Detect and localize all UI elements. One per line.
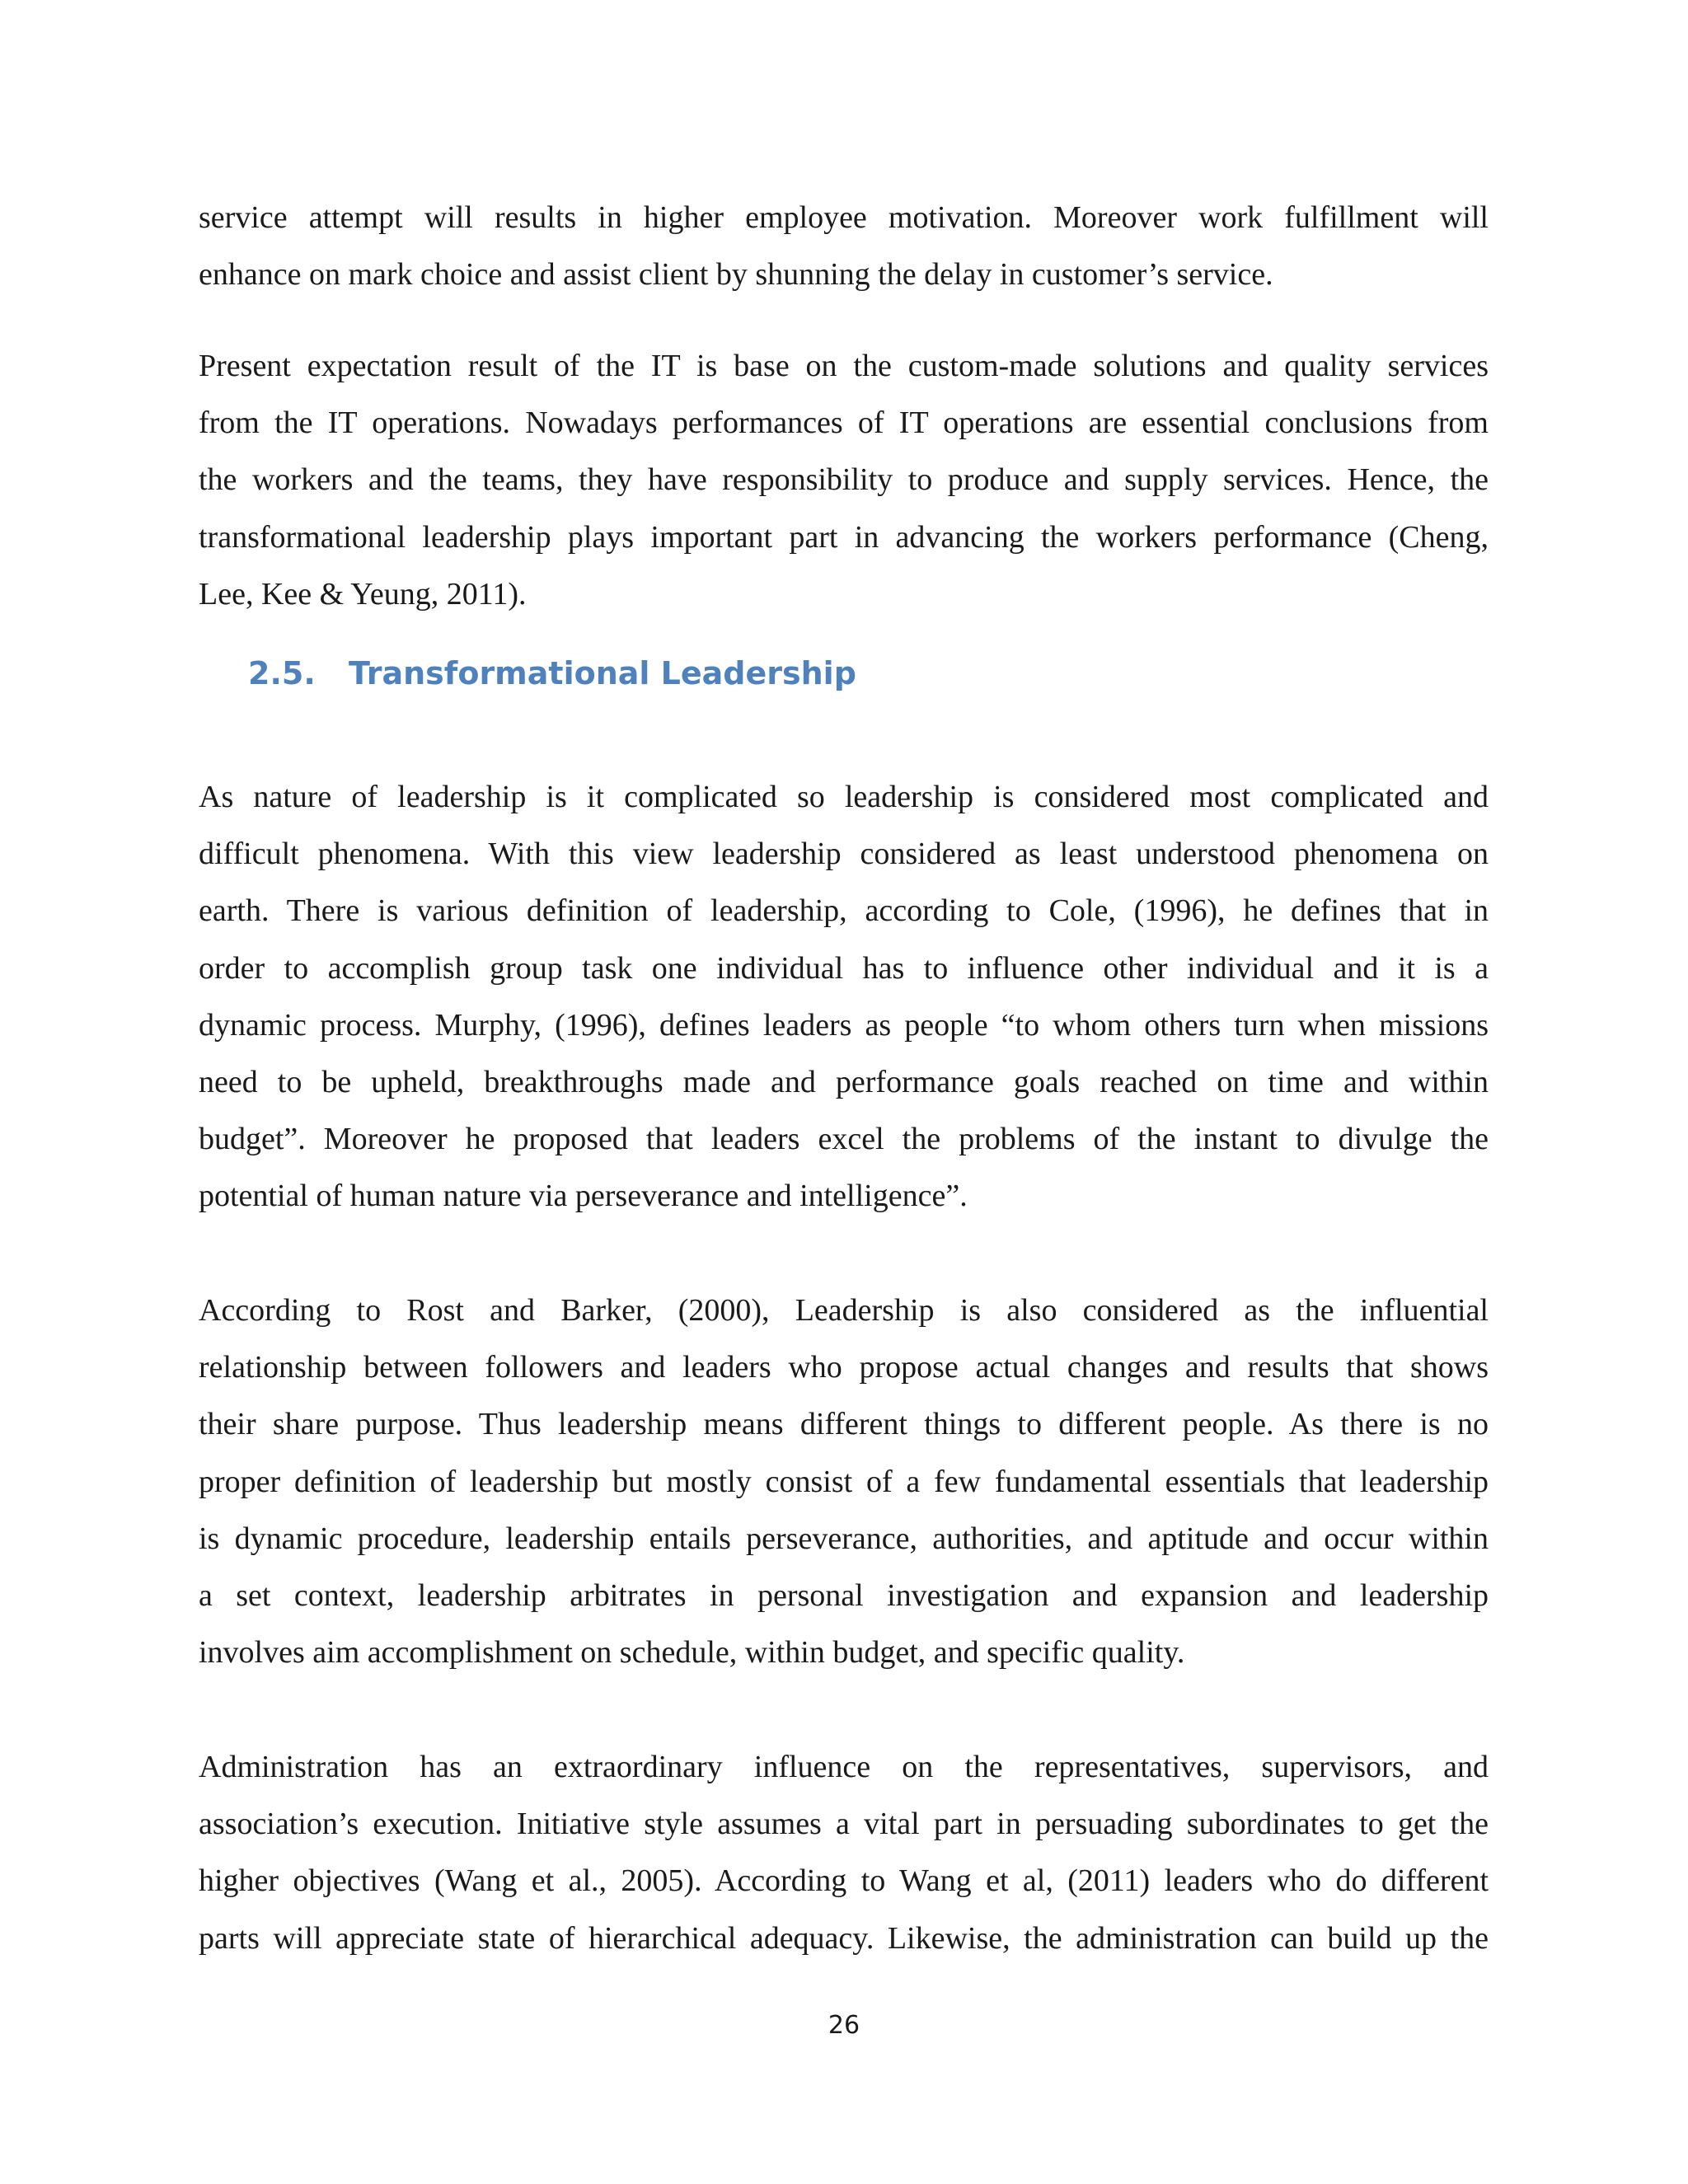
paragraph-1 (199, 190, 1489, 303)
paragraph-3 (199, 769, 1489, 1226)
paragraph-2 (199, 338, 1489, 623)
paragraph-line: need to be upheld, breakthroughs made and performance goals reached on time and within (199, 1064, 1489, 1099)
paragraph-5 (199, 1739, 1489, 1967)
paragraph-line: Present expectation result of the IT is base on the custom-made solutions and quality services (199, 349, 1489, 383)
page-number: 26 (828, 2011, 860, 2040)
paragraph-line: involves aim accomplishment on schedule, within budget, and specific quality. (199, 1635, 1185, 1671)
paragraph-line: from the IT operations. Nowadays performances of IT operations are essential conclusions from (199, 405, 1489, 441)
section-title: Transformational Leadership (349, 655, 856, 691)
paragraph-line: the workers and the teams, they have responsibility to produce and supply services. Hence, the (199, 462, 1489, 498)
paragraph-line: is dynamic procedure, leadership entails perseverance, authorities, and aptitude and occur within (199, 1521, 1489, 1556)
section-heading (248, 655, 856, 691)
section-number: 2.5. (248, 655, 316, 691)
paragraph-line: Lee, Kee & Yeung, 2011). (199, 576, 527, 612)
paragraph-line: difficult phenomena. With this view leadership considered as least understood phenomena on (199, 837, 1489, 872)
paragraph-line: As nature of leadership is it complicated so leadership is considered most complicated and (199, 780, 1489, 814)
paragraph-line: According to Rost and Barker, (2000), Leadership is also considered as the influential (199, 1293, 1489, 1328)
paragraph-line: proper definition of leadership but mostly consist of a few fundamental essentials that leadership (199, 1464, 1489, 1499)
paragraph-line: a set context, leadership arbitrates in personal investigation and expansion and leadership (199, 1577, 1489, 1613)
paragraph-line: Administration has an extraordinary influence on the representatives, supervisors, and (199, 1750, 1489, 1784)
paragraph-line: their share purpose. Thus leadership means different things to different people. As there is no (199, 1407, 1489, 1442)
paragraph-line: relationship between followers and leaders who propose actual changes and results that shows (199, 1350, 1489, 1385)
paragraph-line: parts will appreciate state of hierarchical adequacy. Likewise, the administration can build up the (199, 1920, 1489, 1956)
paragraph-line: association’s execution. Initiative style assumes a vital part in persuading subordinates to get the (199, 1807, 1489, 1842)
paragraph-line: potential of human nature via perseverance and intelligence”. (199, 1179, 968, 1214)
paragraph-line: transformational leadership plays important part in advancing the workers performance (Cheng, (199, 519, 1489, 555)
paragraph-line: enhance on mark choice and assist client by shunning the delay in customer’s service. (199, 257, 1273, 293)
paragraph-4 (199, 1282, 1489, 1681)
paragraph-line: dynamic process. Murphy, (1996), defines leaders as people “to whom others turn when missions (199, 1007, 1489, 1043)
paragraph-line: budget”. Moreover he proposed that leaders excel the problems of the instant to divulge the (199, 1122, 1489, 1157)
paragraph-line: higher objectives (Wang et al., 2005). According to Wang et al, (2011) leaders who do different (199, 1863, 1489, 1899)
paragraph-line: order to accomplish group task one individual has to influence other individual and it is a (199, 950, 1489, 986)
paragraph-line: earth. There is various definition of leadership, according to Cole, (1996), he defines that in (199, 893, 1489, 929)
paragraph-line: service attempt will results in higher employee motivation. Moreover work fulfillment will (199, 200, 1489, 235)
